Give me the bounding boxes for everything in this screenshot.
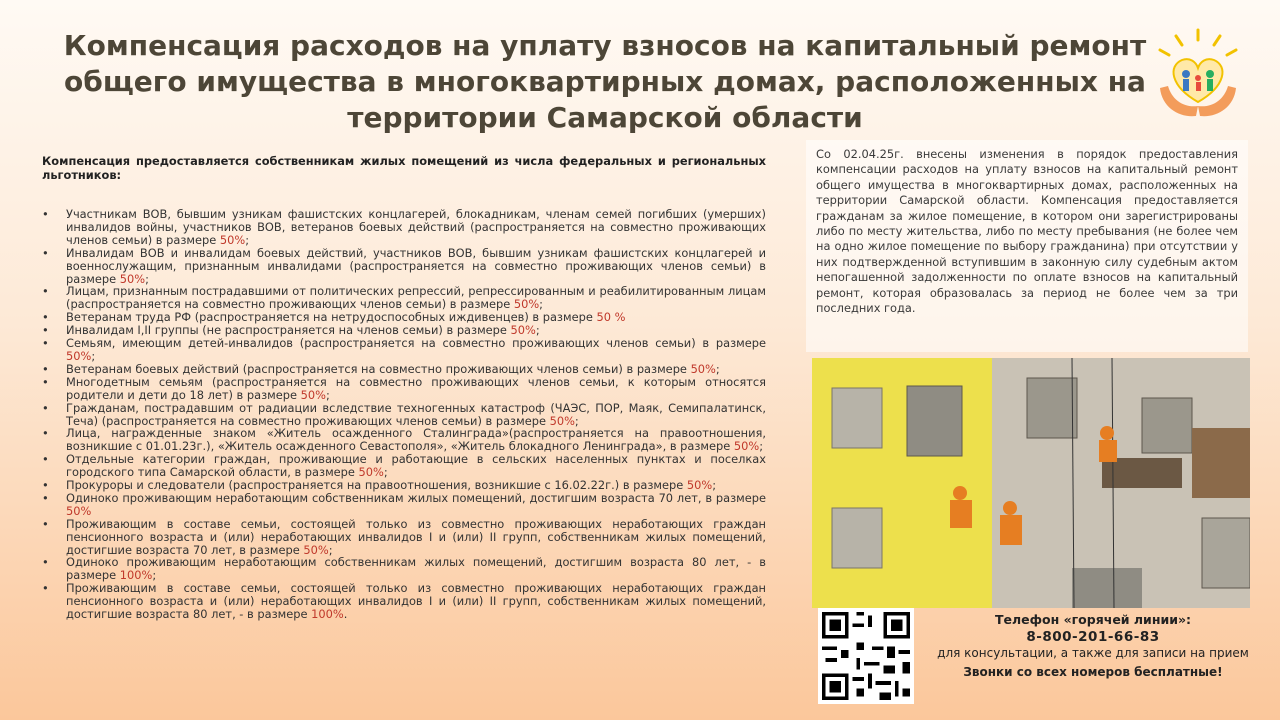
beneficiary-percent: 50% <box>510 323 536 338</box>
beneficiary-percent: 50% <box>66 503 92 518</box>
beneficiary-text: Лицам, признанным пострадавшими от политических репрессий, репрессированным и реабилитированным лицам (распространяется на совместно проживающих членов семьи) в размере <box>66 284 766 312</box>
beneficiary-tail: ; <box>245 232 250 247</box>
beneficiary-item <box>42 337 766 363</box>
beneficiary-tail: ; <box>574 413 579 428</box>
beneficiary-text: Прокуроры и следователи (распространяется на правоотношения, возникшие с 16.02.22г.) в размере <box>66 478 687 493</box>
beneficiary-percent: 50% <box>300 387 326 402</box>
beneficiary-text: Многодетным семьям (распространяется на совместно проживающих членов семьи, к которым относятся родители и дети до 18 лет) в размере <box>66 374 766 402</box>
beneficiary-tail: ; <box>325 387 330 402</box>
intro-text: Компенсация предоставляется собственникам жилых помещений из числа федеральных и региональных льготников: <box>42 154 766 182</box>
beneficiary-percent: 50% <box>219 232 246 247</box>
beneficiary-tail: ; <box>715 361 720 376</box>
page-title: Компенсация расходов на уплату взносов на капитальный ремонт общего имущества в многоквартирных домах, расположенных на территории Самарской области <box>63 29 1147 134</box>
beneficiary-text: Инвалидам I,II группы (не распространяется на членов семьи) в размере <box>66 323 511 338</box>
hotline-label: Телефон «горячей линии»: <box>994 612 1192 627</box>
bullet: • <box>42 426 49 441</box>
beneficiary-text: Участникам ВОВ, бывшим узникам фашистских концлагерей, блокадникам, членам семей погибших (умерших) инвалидов войны, участников ВОВ, ветеранов боевых действий (распространяется на совместно проживающих членов семьи) в размере <box>66 207 766 247</box>
beneficiary-tail: ; <box>145 271 149 286</box>
beneficiary-percent: 50% <box>66 348 92 363</box>
beneficiary-text: Инвалидам ВОВ и инвалидам боевых действий, участников ВОВ, бывшим узникам фашистских концлагерей и военнослужащим, признанным инвалидами (распространяется на совместно проживающих членов семьи) в размере <box>66 245 766 286</box>
beneficiary-text: Лица, награжденные знаком «Житель осажденного Сталинграда»(распространяется на правоотношения, возникшие с 01.01.23г.), «Житель осажденного Севастополя», «Житель блокадного Ленинграда», в размере <box>66 426 766 454</box>
beneficiary-percent: 50% <box>549 413 575 428</box>
qr-code-icon[interactable] <box>818 608 914 704</box>
family-hands-logo-icon <box>1152 26 1244 126</box>
bullet: • <box>42 336 49 351</box>
beneficiary-item <box>42 402 766 428</box>
beneficiary-percent: 50% <box>733 439 760 454</box>
beneficiary-percent: 50% <box>303 542 329 557</box>
beneficiary-item <box>42 285 766 311</box>
beneficiary-item <box>42 427 766 453</box>
bullet: • <box>42 516 49 531</box>
bullet: • <box>42 478 49 493</box>
beneficiary-percent: 100% <box>119 568 153 583</box>
beneficiary-tail: ; <box>712 478 717 493</box>
hotline-phone[interactable]: 8-800-201-66-83 <box>1026 629 1160 645</box>
beneficiary-percent: 50% <box>119 271 146 286</box>
bullet: • <box>42 284 49 299</box>
beneficiary-tail: . <box>343 607 348 622</box>
beneficiary-text: Одиноко проживающим неработающим собственникам жилых помещений, достигшим возраста 80 лет, - в размере <box>66 555 766 583</box>
beneficiary-text: Ветеранам труда РФ (распространяется на нетрудоспособных иждивенцев) в размере <box>66 310 597 325</box>
beneficiary-text: Ветеранам боевых действий (распространяется на совместно проживающих членов семьи) в размере <box>66 361 691 376</box>
beneficiary-item <box>42 453 766 479</box>
bullet: • <box>42 374 49 389</box>
beneficiary-percent: 50% <box>358 465 384 480</box>
bullet: • <box>42 555 49 570</box>
beneficiary-tail: ; <box>759 439 764 454</box>
bullet: • <box>42 452 49 467</box>
beneficiary-text: Отдельные категории граждан, проживающие и работающие в сельских населенных пунктах и поселках городского типа Самарской области, в размере <box>66 452 766 480</box>
bullet: • <box>42 490 49 505</box>
beneficiary-item <box>42 582 766 621</box>
bullet: • <box>42 310 49 325</box>
beneficiary-item <box>42 376 766 402</box>
hotline-free-calls: Звонки со всех номеров бесплатные! <box>963 665 1223 679</box>
bullet: • <box>42 581 49 596</box>
beneficiary-item <box>42 492 766 518</box>
beneficiary-tail: ; <box>91 348 96 363</box>
beneficiary-text: Одиноко проживающим неработающим собственникам жилых помещений, достигшим возраста 70 лет, в размере <box>66 490 766 505</box>
beneficiary-item <box>42 556 766 582</box>
beneficiary-text: Гражданам, пострадавшим от радиации вследствие техногенных катастроф (ЧАЭС, ПОР, Маяк, Семипалатинск, Теча) (распространяется на совместно проживающих членов семьи) в размере <box>66 400 766 428</box>
bullet: • <box>42 361 49 376</box>
beneficiary-tail: ; <box>383 465 388 480</box>
beneficiary-text: Проживающим в составе семьи, состоящей только из совместно проживающих неработающих граждан пенсионного возраста и (или) неработающих инвалидов I и (или) II групп, собственникам жилых помещений, достигшие возраста 80 лет, - в размере <box>66 581 766 622</box>
beneficiary-percent: 50% <box>686 478 713 493</box>
beneficiary-item <box>42 518 766 557</box>
beneficiary-percent: 50 % <box>596 310 626 325</box>
bullet: • <box>42 207 49 221</box>
bullet: • <box>42 323 49 338</box>
bullet: • <box>42 245 49 260</box>
beneficiary-percent: 50% <box>690 361 716 376</box>
beneficiary-tail: ; <box>328 542 333 557</box>
beneficiary-item <box>42 247 766 286</box>
beneficiary-text: Проживающим в составе семьи, состоящей только из совместно проживающих неработающих граждан пенсионного возраста и (или) неработающих инвалидов I и (или) II групп, собственникам жилых помещений, достигшие возраста 70 лет, в размере <box>66 516 766 557</box>
hotline-purpose: для консультации, а также для записи на прием <box>937 646 1249 660</box>
beneficiary-text: Семьям, имеющим детей-инвалидов (распространяется на совместно проживающих членов семьи) в размере <box>66 336 766 351</box>
hotline-block <box>928 612 1258 680</box>
beneficiary-tail: ; <box>539 297 544 312</box>
beneficiary-percent: 50% <box>513 297 540 312</box>
notice-box: Со 02.04.25г. внесены изменения в порядок предоставления компенсации расходов на уплату взносов на капитальный ремонт общего имущества в многоквартирных домах, расположенных на территории Самарской области. Компенсация предоставляется гражданам за жилое помещение, в котором они зарегистрированы либо по месту жительства, либо по месту пребывания (не более чем на одно жилое помещение по выбору гражданина) при отсутствии у них подтвержденной вступившим в законную силу судебным актом непогашенной задолженности по оплате взносов на капитальный ремонт, которая образовалась за период не более чем за три последних года. <box>806 140 1248 352</box>
facade-repair-photo <box>812 358 1250 608</box>
beneficiary-item <box>42 208 766 247</box>
beneficiaries-list <box>42 208 766 621</box>
beneficiary-tail: ; <box>152 568 157 583</box>
bullet: • <box>42 400 49 415</box>
beneficiary-percent: 100% <box>311 607 344 622</box>
beneficiary-tail: ; <box>535 323 540 338</box>
